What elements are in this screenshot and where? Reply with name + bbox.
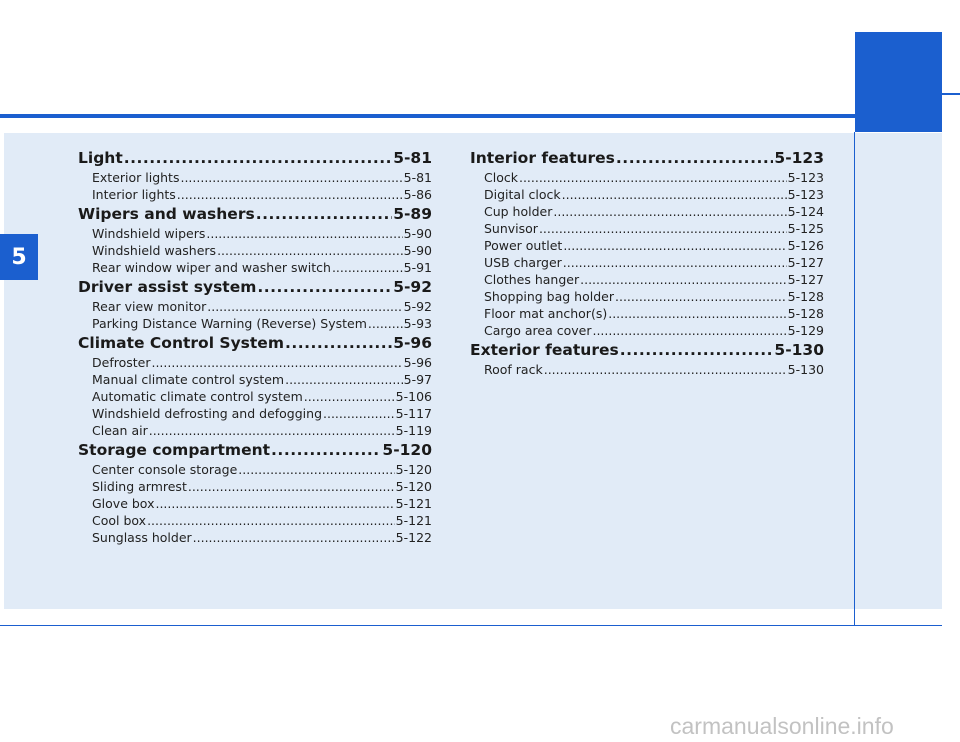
- dot-leader: [580, 271, 787, 288]
- toc-column-left: [78, 147, 432, 546]
- toc-entry[interactable]: [78, 371, 432, 388]
- toc-entry[interactable]: [470, 288, 824, 305]
- toc-entry[interactable]: [470, 271, 824, 288]
- toc-entry-page: 5-92: [403, 299, 432, 314]
- dot-leader: [519, 169, 787, 186]
- toc-entry-title: Windshield wipers: [92, 226, 206, 241]
- toc-entry-page: 5-119: [395, 423, 432, 438]
- toc-entry-page: 5-122: [395, 530, 432, 545]
- toc-entry[interactable]: [78, 354, 432, 371]
- dot-leader: [256, 203, 393, 225]
- toc-entry[interactable]: [470, 203, 824, 220]
- toc-entry-title: Windshield washers: [92, 243, 217, 258]
- toc-entry-page: 5-121: [395, 513, 432, 528]
- dot-leader: [304, 388, 395, 405]
- dot-leader: [563, 237, 786, 254]
- toc-entry-page: 5-124: [787, 204, 824, 219]
- toc-entry[interactable]: [78, 422, 432, 439]
- toc-section[interactable]: [78, 147, 432, 169]
- toc-entry-title: Shopping bag holder: [484, 289, 614, 304]
- toc-column-right: [470, 147, 824, 378]
- dot-leader: [180, 169, 402, 186]
- right-rule: [942, 93, 960, 95]
- dot-leader: [193, 529, 395, 546]
- dot-leader: [616, 147, 774, 169]
- toc-entry-title: Interior lights: [92, 187, 176, 202]
- toc-entry-title: Center console storage: [92, 462, 238, 477]
- toc-entry-title: Rear view monitor: [92, 299, 207, 314]
- toc-entry-page: 5-126: [787, 238, 824, 253]
- dot-leader: [608, 305, 786, 322]
- toc-entry-page: 5-128: [787, 306, 824, 321]
- toc-section-page: 5-89: [393, 205, 432, 223]
- toc-entry[interactable]: [78, 169, 432, 186]
- toc-section[interactable]: [78, 439, 432, 461]
- toc-entry-page: 5-90: [403, 226, 432, 241]
- toc-entry-title: Windshield defrosting and defogging: [92, 406, 323, 421]
- dot-leader: [553, 203, 786, 220]
- toc-entry[interactable]: [78, 388, 432, 405]
- toc-entry-title: Clothes hanger: [484, 272, 580, 287]
- toc-section[interactable]: [78, 203, 432, 225]
- dot-leader: [285, 332, 392, 354]
- toc-entry[interactable]: [78, 298, 432, 315]
- toc-entry[interactable]: [78, 461, 432, 478]
- toc-entry[interactable]: [78, 225, 432, 242]
- toc-section[interactable]: [78, 332, 432, 354]
- dot-leader: [206, 225, 402, 242]
- toc-entry-title: Roof rack: [484, 362, 543, 377]
- toc-entry-title: Parking Distance Warning (Reverse) System: [92, 316, 367, 331]
- toc-entry[interactable]: [78, 259, 432, 276]
- toc-entry-page: 5-130: [787, 362, 824, 377]
- toc-section-page: 5-92: [393, 278, 432, 296]
- dot-leader: [188, 478, 395, 495]
- toc-entry-page: 5-97: [403, 372, 432, 387]
- toc-section[interactable]: [470, 147, 824, 169]
- toc-entry-page: 5-117: [395, 406, 432, 421]
- toc-entry-page: 5-123: [787, 187, 824, 202]
- toc-section-page: 5-96: [393, 334, 432, 352]
- toc-section-page: 5-120: [382, 441, 432, 459]
- toc-section[interactable]: [78, 276, 432, 298]
- toc-entry-title: Sliding armrest: [92, 479, 187, 494]
- toc-entry-title: Sunvisor: [484, 221, 538, 236]
- toc-entry-title: Clean air: [92, 423, 148, 438]
- toc-entry-title: Manual climate control system: [92, 372, 285, 387]
- top-rule: [0, 114, 855, 118]
- margin-line: [854, 132, 855, 626]
- toc-entry-title: Sunglass holder: [92, 530, 192, 545]
- toc-entry-page: 5-81: [403, 170, 432, 185]
- dot-leader: [539, 220, 787, 237]
- toc-entry[interactable]: [78, 512, 432, 529]
- toc-entry-page: 5-121: [395, 496, 432, 511]
- toc-section-title: Interior features: [470, 149, 615, 167]
- dot-leader: [332, 259, 403, 276]
- chapter-color-block: [855, 32, 942, 132]
- toc-entry[interactable]: [78, 495, 432, 512]
- toc-entry[interactable]: [470, 186, 824, 203]
- dot-leader: [562, 186, 787, 203]
- toc-entry-title: Clock: [484, 170, 518, 185]
- toc-section[interactable]: [470, 339, 824, 361]
- toc-entry[interactable]: [78, 478, 432, 495]
- toc-entry[interactable]: [78, 242, 432, 259]
- toc-entry[interactable]: [470, 305, 824, 322]
- dot-leader: [285, 371, 403, 388]
- toc-entry-page: 5-127: [787, 255, 824, 270]
- toc-entry[interactable]: [470, 169, 824, 186]
- toc-entry-title: Automatic climate control system: [92, 389, 303, 404]
- toc-entry-title: Defroster: [92, 355, 151, 370]
- dot-leader: [238, 461, 394, 478]
- toc-entry[interactable]: [470, 361, 824, 378]
- dot-leader: [124, 147, 392, 169]
- toc-entry-title: Power outlet: [484, 238, 563, 253]
- toc-section-page: 5-81: [393, 149, 432, 167]
- toc-entry-title: Digital clock: [484, 187, 561, 202]
- toc-entry[interactable]: [78, 405, 432, 422]
- toc-entry-page: 5-125: [787, 221, 824, 236]
- toc-entry-page: 5-91: [403, 260, 432, 275]
- dot-leader: [544, 361, 787, 378]
- dot-leader: [620, 339, 774, 361]
- toc-section-page: 5-130: [774, 341, 824, 359]
- watermark: carmanualsonline.info: [670, 713, 894, 739]
- dot-leader: [615, 288, 787, 305]
- dot-leader: [155, 495, 394, 512]
- bottom-rule: [0, 625, 942, 626]
- toc-section-page: 5-123: [774, 149, 824, 167]
- toc-section-title: Exterior features: [470, 341, 619, 359]
- toc-section-title: Climate Control System: [78, 334, 284, 352]
- dot-leader: [323, 405, 395, 422]
- toc-section-title: Wipers and washers: [78, 205, 255, 223]
- toc-entry-title: Cargo area cover: [484, 323, 592, 338]
- dot-leader: [149, 422, 395, 439]
- dot-leader: [177, 186, 403, 203]
- toc-entry[interactable]: [470, 220, 824, 237]
- dot-leader: [207, 298, 402, 315]
- dot-leader: [147, 512, 395, 529]
- toc-entry-page: 5-123: [787, 170, 824, 185]
- toc-entry-title: Exterior lights: [92, 170, 180, 185]
- toc-entry-page: 5-120: [395, 462, 432, 477]
- toc-entry[interactable]: [78, 315, 432, 332]
- toc-entry-page: 5-129: [787, 323, 824, 338]
- toc-section-title: Storage compartment: [78, 441, 271, 459]
- toc-entry-title: Cup holder: [484, 204, 553, 219]
- dot-leader: [592, 322, 786, 339]
- dot-leader: [217, 242, 403, 259]
- toc-entry[interactable]: [470, 322, 824, 339]
- dot-leader: [257, 276, 392, 298]
- toc-entry[interactable]: [470, 237, 824, 254]
- toc-entry-page: 5-120: [395, 479, 432, 494]
- toc-entry-page: 5-86: [403, 187, 432, 202]
- toc-entry-title: Floor mat anchor(s): [484, 306, 608, 321]
- toc-entry-title: Rear window wiper and washer switch: [92, 260, 331, 275]
- toc-entry-page: 5-106: [395, 389, 432, 404]
- toc-entry-title: Cool box: [92, 513, 147, 528]
- dot-leader: [151, 354, 402, 371]
- toc-section-title: Light: [78, 149, 123, 167]
- toc-entry[interactable]: [78, 529, 432, 546]
- toc-section-title: Driver assist system: [78, 278, 257, 296]
- chapter-tab[interactable]: 5: [0, 234, 38, 280]
- toc-entry-page: 5-93: [403, 316, 432, 331]
- dot-leader: [368, 315, 403, 332]
- toc-entry-title: Glove box: [92, 496, 155, 511]
- toc-entry-title: USB charger: [484, 255, 562, 270]
- toc-entry-page: 5-90: [403, 243, 432, 258]
- toc-entry-page: 5-128: [787, 289, 824, 304]
- toc-entry[interactable]: [78, 186, 432, 203]
- toc-entry-page: 5-96: [403, 355, 432, 370]
- toc-entry-page: 5-127: [787, 272, 824, 287]
- dot-leader: [563, 254, 787, 271]
- toc-entry[interactable]: [470, 254, 824, 271]
- dot-leader: [271, 439, 381, 461]
